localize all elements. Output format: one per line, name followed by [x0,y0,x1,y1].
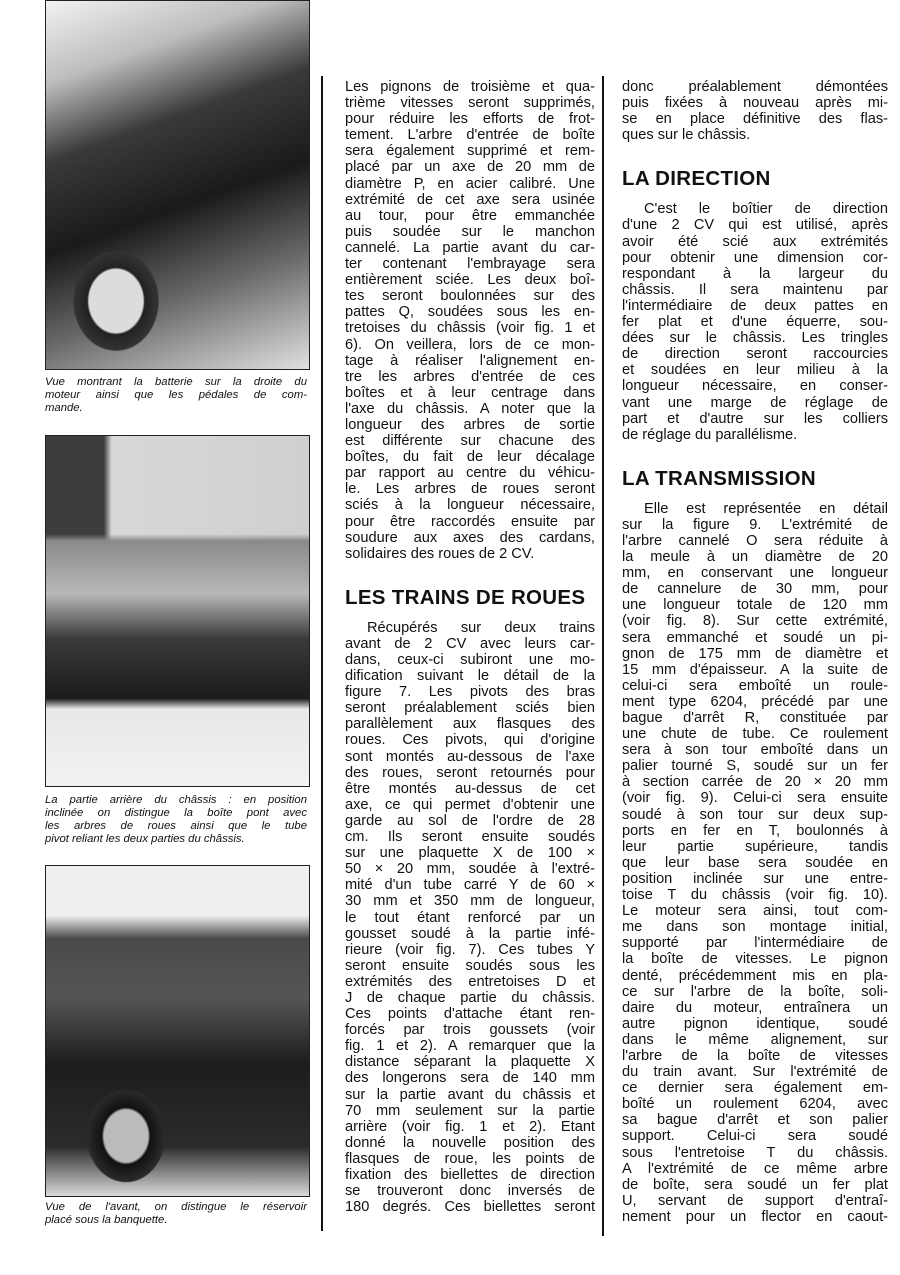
text-line: donc préalablement démontées [622,79,888,95]
text-line: Les pignons de troisième et qua- [345,79,595,95]
text-line: l'axe du châssis. A noter que la [345,400,595,417]
text-line: boîtes et à leur centrage dans [345,384,595,401]
text-line: J de chaque partie du châssis. [345,989,595,1006]
text-line: donné la nouvelle position des [345,1134,595,1151]
text-line: seront ensuite soudés sous les [345,957,595,974]
text-line: se en place définitive des flas- [622,111,888,128]
text-line: C'est le boîtier de direction [644,201,888,218]
text-line: 70 mm seulement sur la partie [345,1102,595,1119]
section-heading: LA DIRECTION [622,167,771,191]
photo-caption [45,376,307,415]
text-line: roues. Ces pivots, qui d'origine [345,732,595,749]
text-line: vant une marge de réglage de [622,394,888,411]
text-line: châssis. Il sera maintenu par [622,281,888,298]
text-line: mm, en conservant une longueur [622,565,888,582]
text-line: extrémités des entretoises D et [345,973,595,990]
text-line: sa bague d'arrêt et son palier [622,1112,888,1129]
text-line: la meule à un diamètre de 20 [622,549,888,566]
text-line: puis soudée sur le manchon [345,223,595,240]
text-line: ce sur l'arbre de la boîte, soli- [622,983,888,1000]
text-line: A l'extrémité de ce même arbre [622,1160,888,1177]
text-line: leur partie supérieure, tandis [622,838,888,855]
text-line: fig. 1 et 2). A remarquer que la [345,1038,595,1055]
caption-line: les arbres de roues ainsi que le tube [45,820,307,832]
text-line: le tout étant renforcé par un [345,909,595,926]
text-line: ce dernier sera également em- [622,1080,888,1097]
paragraph [622,201,888,442]
text-line: distance séparant la plaquette X [345,1054,595,1071]
text-line: pour être raccordés ensuite par [345,513,595,530]
text-line: figure 7. Les pivots des bras [345,684,595,701]
text-line: de réglage du parallélisme. [622,426,798,443]
text-line: garde au sol de l'ordre de 28 [345,812,595,829]
text-line: tes seront boulonnées sur des [345,288,595,305]
text-line: dées sur le châssis. Les tringles [622,330,888,347]
text-line: extrémité de cet axe sera usinée [345,191,595,208]
text-line: ports en fer en T, boulonnés à [622,822,888,839]
text-line: placé par un axe de 20 mm de [345,159,595,176]
text-line: forcés par trois goussets (voir [345,1022,595,1039]
text-line: des roues, seront retournés pour [345,764,595,781]
text-line: gnon de 175 mm de diamètre et [622,645,888,662]
text-line: par rapport au centre du véhicu- [345,465,595,482]
text-line: 50 × 20 mm, soudée à l'extré- [345,861,595,878]
text-line: sera emmanché et soudé un pi- [622,629,888,646]
caption-line: inclinée on distingue la boîte pont avec [45,807,307,819]
text-line: longueur nécessaire, en conser- [622,378,888,395]
text-line: fixation des biellettes de direction [345,1167,595,1183]
paragraph [622,79,888,143]
text-line: dans le même alignement, sur [622,1031,888,1048]
text-line: Ces points d'attache étant ren- [345,1006,595,1023]
text-line: axe, ce qui permet d'obtenir une [345,796,595,813]
photo-tractor-battery-pedals [45,0,310,370]
text-line: ques sur le châssis. [622,127,751,144]
text-line: position inclinée sur une entre- [622,870,888,887]
paragraph [345,620,595,1215]
text-line: palier tourné S, soudé sur un fer [622,758,888,775]
caption-line: mande. [45,402,83,414]
text-line: sur la figure 9. L'extrémité de [622,516,888,533]
column-rule [602,76,604,1236]
text-line: denté, précédemment mis en pla- [622,967,888,984]
text-line: dification suivant le détail de la [345,668,595,685]
text-line: 30 mm et 350 mm de longueur, [345,893,595,910]
text-line: entièrement sciée. Les deux boî- [345,272,595,289]
text-line: autre pignon identique, soudé [622,1015,888,1032]
caption-line: Vue montrant la batterie sur la droite du [45,376,307,388]
article-column-right [622,79,888,1225]
text-line: boîté un roulement 6204, avec [622,1096,888,1113]
text-line: (voir fig. 9). Celui-ci sera ensuite [622,790,888,807]
text-line: dans, ceux-ci subiront une mo- [345,652,595,668]
text-line: la boîte de vitesses. Le pignon [622,951,888,968]
text-line: support. Celui-ci sera soudé [622,1128,888,1145]
paragraph [345,79,595,562]
text-line: de direction seront raccourcies [622,346,888,363]
caption-line: La partie arrière du châssis : en position [45,794,307,806]
text-line: supporté par l'intermédiaire de [622,935,888,952]
article-column-middle [345,79,595,1215]
text-line: nement pour un flector en caout- [622,1208,888,1225]
text-line: cm. Ils seront ensuite soudés [345,829,595,846]
paragraph [622,501,888,1225]
text-line: diamètre P, en acier calibré. Une [345,175,595,192]
photo-caption [45,794,307,846]
text-line: l'arbre de la boîte de vitesses [622,1047,888,1064]
caption-line: moteur ainsi que les pédales de com- [45,389,307,401]
text-line: des longerons sera de 140 mm [345,1070,595,1087]
text-line: une chute de tube. Ce roulement [622,726,888,743]
text-line: toise T du châssis (voir fig. 10). [622,887,888,904]
text-line: (voir fig. 8). Sur cette extrémité, [622,613,888,630]
column-rule [321,76,323,1231]
text-line: et soudées en leur milieu à la [622,362,888,379]
text-line: tretoises du châssis (voir fig. 1 et [345,320,595,337]
text-line: respondant à la largeur du [622,265,888,282]
text-line: de boîte, sera soudé un fer plat [622,1176,888,1193]
text-line: me dans son montage initial, [622,919,888,936]
photo-caption [45,1201,307,1227]
text-line: soudé à son tour sur deux sup- [622,806,888,823]
text-line: est différente sur chacune des [345,433,595,450]
text-line: avoir été scié aux extrémités [622,233,888,250]
text-line: sciés à la longueur nécessaire, [345,497,595,514]
text-line: sous l'entretoise T du châssis. [622,1144,888,1161]
photo-chassis-rear [45,435,310,787]
text-line: se trouveront donc inversés de [345,1183,595,1200]
text-line: être montés au-dessus de cet [345,780,595,797]
text-line: le. Les arbres de roues seront [345,481,595,498]
text-line: boîtes, du fait de leur décalage [345,449,595,466]
text-line: l'arbre cannelé O sera réduite à [622,532,888,549]
text-line: soudure aux axes des cardans, [345,529,595,546]
text-line: l'intermédiaire de deux pattes en [622,297,888,314]
text-line: U, servant de support d'entraî- [622,1192,888,1209]
text-line: rieure (voir fig. 7). Ces tubes Y [345,941,595,958]
text-line: bague d'arrêt R, constituée par [622,710,888,726]
text-line: solidaires des roues de 2 CV. [345,545,535,562]
text-line: du train avant. Sur l'extrémité de [622,1064,888,1081]
text-line: pour obtenir une dimension cor- [622,249,888,266]
text-line: flasques de roue, les points de [345,1150,595,1167]
text-line: que leur base sera soudée en [622,854,888,871]
text-line: tage à réaliser l'alignement en- [345,352,595,369]
text-line: longueur des arbres de sortie [345,416,595,433]
text-line: tement. L'arbre d'entrée de boîte [345,127,595,144]
text-line: sur la partie avant du châssis et [345,1086,595,1103]
text-line: à section carrée de 20 × 20 mm [622,774,888,791]
section-heading: LA TRANSMISSION [622,466,816,490]
text-line: au tour, pour être emmanchée [345,207,595,224]
text-line: arrière (voir fig. 1 et 2). Etant [345,1118,595,1135]
text-line: ment type 6204, précédé par une [622,693,888,710]
text-line: Elle est représentée en détail [644,500,888,517]
text-line: Récupérés sur deux trains [367,619,595,636]
text-line: gousset soudé à la partie infé- [345,925,595,942]
text-line: tre les arbres d'entrée de ces [345,368,595,385]
text-line: pattes Q, soudées sous les en- [345,304,595,321]
text-line: pour réduire les efforts de frot- [345,111,595,128]
text-line: puis fixées à nouveau après mi- [622,95,888,112]
text-line: mité d'un tube carré Y de 60 × [345,877,595,894]
text-line: sur une plaquette X de 100 × [345,845,595,862]
text-line: avant de 2 CV avec leurs car- [345,635,595,652]
text-line: parallèlement aux flasques des [345,716,595,733]
text-line: part et d'autre sur les colliers [622,410,888,427]
text-line: seront préalablement sciés bien [345,700,595,717]
caption-line: placé sous la banquette. [45,1214,168,1226]
text-line: 15 mm d'épaisseur. A la suite de [622,661,888,678]
caption-line: pivot reliant les deux parties du châssis. [45,833,245,845]
text-line: sont montés au-dessous de l'axe [345,748,595,765]
text-line: cannelé. La partie avant du car- [345,239,595,256]
text-line: Le moteur sera ainsi, tout com- [622,903,888,920]
text-line: sera à son tour emboîté dans un [622,742,888,759]
text-line: daire du moteur, entraînera un [622,999,888,1016]
text-line: une longueur totale de 120 mm [622,597,888,614]
text-line: fer plat et d'une équerre, sou- [622,314,888,331]
text-line: trième vitesses seront supprimés, [345,95,595,112]
section-heading: LES TRAINS DE ROUES [345,585,586,609]
text-line: de cannelure de 30 mm, pour [622,581,888,598]
text-line: d'une 2 CV qui est utilisé, après [622,217,888,234]
text-line: ter contenant l'embrayage sera [345,256,595,273]
caption-line: Vue de l'avant, on distingue le réservoir [45,1201,307,1213]
text-line: sera également supprimé et rem- [345,143,595,160]
text-line: celui-ci sera emboîté un roule- [622,677,888,694]
photo-front-view [45,865,310,1197]
text-line: 6). On veillera, lors de ce mon- [345,336,595,353]
text-line: 180 degrés. Ces biellettes seront [345,1199,595,1216]
